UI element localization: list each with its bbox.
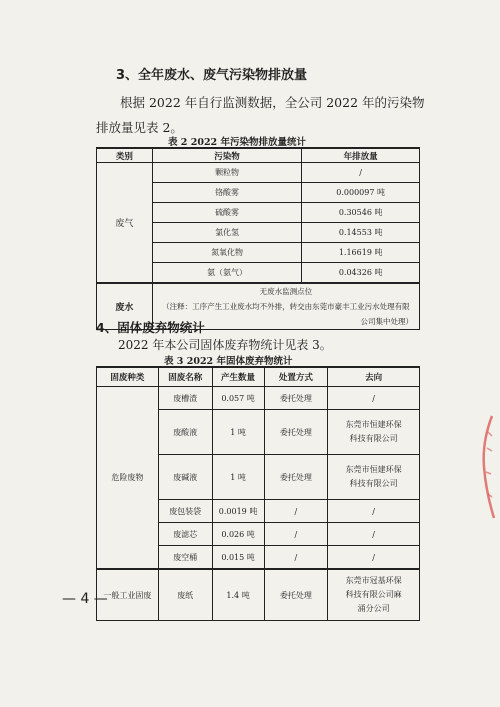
category-cell: 一般工业固废 xyxy=(97,569,159,621)
amount-cell: 1.16619 吨 xyxy=(302,243,420,263)
destination-cell: / xyxy=(328,500,420,523)
amount-cell: 0.30546 吨 xyxy=(302,203,420,223)
destination-cell xyxy=(328,455,420,500)
section-4-paragraph: 2022 年本公司固体废弃物统计见表 3。 xyxy=(118,338,332,352)
column-header: 类别 xyxy=(97,148,153,163)
waste-name-cell: 废滤芯 xyxy=(158,523,212,546)
destination-line: 科技有限公司麻 xyxy=(345,590,402,599)
pollutant-cell: 颗粒物 xyxy=(152,163,301,183)
note-line: （注释：工序产生工业废水均不外排，转交由东莞市豪丰工业污水处理有限 xyxy=(162,302,410,311)
waste-name-cell: 废空桶 xyxy=(158,546,212,570)
category-cell: 废水 xyxy=(97,283,153,330)
method-cell: / xyxy=(264,546,328,570)
quantity-cell: 0.057 吨 xyxy=(212,387,264,410)
destination-line: 科技有限公司 xyxy=(349,479,398,488)
pollutant-emission-table xyxy=(96,147,420,330)
method-cell: 委托处理 xyxy=(264,410,328,455)
destination-cell: / xyxy=(328,523,420,546)
method-cell: 委托处理 xyxy=(264,455,328,500)
solid-waste-table xyxy=(96,366,420,621)
quantity-cell: 0.026 吨 xyxy=(212,523,264,546)
destination-line: 东莞市冠基环保 xyxy=(345,576,402,585)
destination-line: 东莞市恒建环保 xyxy=(345,420,402,429)
quantity-cell: 0.015 吨 xyxy=(212,546,264,570)
amount-cell: 0.000097 吨 xyxy=(302,183,420,203)
quantity-cell: 1.4 吨 xyxy=(212,569,264,621)
table-2-caption: 表 2 2022 年污染物排放量统计 xyxy=(168,137,306,148)
amount-cell: / xyxy=(302,163,420,183)
column-header: 产生数量 xyxy=(212,367,264,387)
table-header-row xyxy=(97,367,420,387)
amount-cell: 0.14553 吨 xyxy=(302,223,420,243)
table-3-caption: 表 3 2022 年固体废弃物统计 xyxy=(164,356,293,367)
column-header: 年排放量 xyxy=(302,148,420,163)
column-header: 污染物 xyxy=(152,148,301,163)
category-cell: 废气 xyxy=(97,163,153,284)
page-number: — 4 — xyxy=(62,591,108,607)
note-line: 公司集中处理） xyxy=(360,317,413,326)
destination-cell xyxy=(328,569,420,621)
section-4-heading: 4、固体废弃物统计 xyxy=(96,320,205,335)
pollutant-cell: 铬酸雾 xyxy=(152,183,301,203)
quantity-cell: 1 吨 xyxy=(212,410,264,455)
column-header: 处置方式 xyxy=(264,367,328,387)
waste-name-cell: 废碱液 xyxy=(158,455,212,500)
table-header-row xyxy=(97,148,420,163)
column-header: 固废名称 xyxy=(158,367,212,387)
table-row xyxy=(97,569,420,621)
waste-name-cell: 废槽渣 xyxy=(158,387,212,410)
pollutant-cell: 硫酸雾 xyxy=(152,203,301,223)
destination-cell: / xyxy=(328,546,420,570)
quantity-cell: 0.0019 吨 xyxy=(212,500,264,523)
section-3-paragraph: 根据 2022 年自行监测数据，全公司 2022 年的污染物排放量见表 2。 xyxy=(96,95,425,135)
destination-cell xyxy=(328,410,420,455)
category-cell: 危险废物 xyxy=(97,387,159,570)
destination-line: 涌分公司 xyxy=(357,604,390,613)
amount-cell: 0.04326 吨 xyxy=(302,263,420,284)
column-header: 去向 xyxy=(328,367,420,387)
table-row xyxy=(97,387,420,410)
seal-stamp-edge xyxy=(478,412,496,522)
note-line: 无废水监测点位 xyxy=(259,287,313,296)
pollutant-cell: 氯化氢 xyxy=(152,223,301,243)
method-cell: / xyxy=(264,523,328,546)
quantity-cell: 1 吨 xyxy=(212,455,264,500)
section-3-heading: 3、全年废水、废气污染物排放量 xyxy=(116,68,308,83)
method-cell: / xyxy=(264,500,328,523)
pollutant-cell: 氨（氨气） xyxy=(152,263,301,284)
column-header: 固废种类 xyxy=(97,367,159,387)
table-row xyxy=(97,163,420,183)
destination-line: 科技有限公司 xyxy=(349,434,398,443)
destination-line: 东莞市恒建环保 xyxy=(345,465,402,474)
destination-cell: / xyxy=(328,387,420,410)
method-cell: 委托处理 xyxy=(264,387,328,410)
pollutant-cell: 氮氧化物 xyxy=(152,243,301,263)
waste-name-cell: 废纸 xyxy=(158,569,212,621)
method-cell: 委托处理 xyxy=(264,569,328,621)
waste-name-cell: 废酸液 xyxy=(158,410,212,455)
waste-name-cell: 废包装袋 xyxy=(158,500,212,523)
